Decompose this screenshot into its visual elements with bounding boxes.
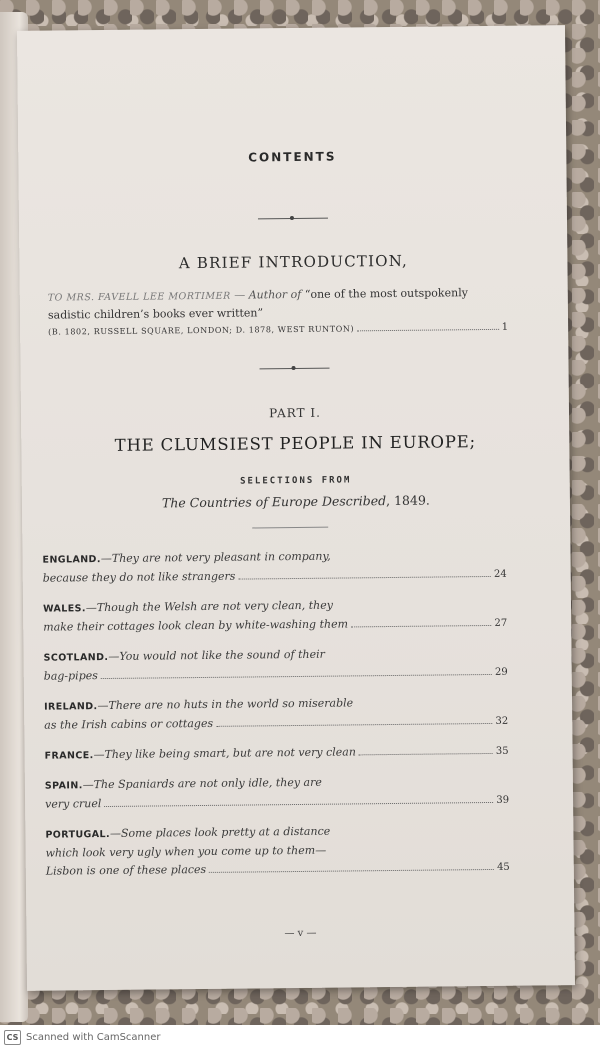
dot-leader [359, 752, 493, 755]
entry-text: because they do not like strangers [42, 569, 236, 585]
camscanner-logo-icon: CS [4, 1030, 21, 1045]
part-title: THE CLUMSIEST PEOPLE IN EUROPE; [114, 432, 477, 455]
country-label: IRELAND. [44, 701, 98, 713]
entry-text: There are no huts in the world so miserable [108, 696, 354, 712]
dot-leader [104, 801, 493, 807]
page-number: 27 [494, 617, 508, 629]
entry-text: as the Irish cabins or cottages [44, 716, 214, 732]
page-number: 32 [495, 715, 509, 727]
source-citation [22, 491, 570, 512]
country-label: ENGLAND. [42, 554, 101, 566]
page-number: 29 [494, 666, 508, 678]
country-label: SPAIN. [44, 780, 83, 792]
dot-leader [238, 575, 491, 580]
page-number: 39 [496, 794, 510, 806]
part-label: PART I. [269, 405, 321, 421]
page-title: CONTENTS [248, 149, 337, 165]
dot-leader [357, 328, 499, 331]
intro-heading: A BRIEF INTRODUCTION, [178, 251, 409, 273]
entry-text: Though the Welsh are not very clean, they [96, 598, 334, 615]
dedication: TO MRS. FAVELL LEE MORTIMER [47, 290, 231, 304]
source-title: The Countries of Europe Described [161, 493, 387, 511]
entry-dash: — [108, 649, 120, 663]
page-number: 45 [496, 861, 510, 873]
source-year: , 1849. [386, 492, 430, 509]
entry-dash: — [100, 551, 112, 566]
entry-dash: — [85, 601, 97, 615]
entry-text: which look very ugly when you come up to them— [45, 843, 327, 860]
list-item [44, 742, 508, 766]
country-label: FRANCE. [44, 750, 94, 762]
country-label: WALES. [42, 603, 86, 615]
entry-text: Lisbon is one of these places [45, 862, 207, 878]
page-number: 1 [501, 321, 509, 333]
dedication-separator: — [234, 288, 246, 302]
folio-page-number: — v — [284, 927, 317, 940]
list-item [42, 546, 506, 589]
dot-leader [209, 868, 494, 873]
author-label: Author of [248, 287, 302, 302]
page-number: 24 [493, 568, 507, 580]
entry-text: make their cottages look clean by white-washing them [43, 617, 349, 634]
entry-dash: — [93, 748, 105, 762]
entry-dash: — [82, 778, 94, 792]
book-page [17, 25, 575, 991]
dot-leader [216, 722, 492, 727]
page-number: 35 [495, 745, 509, 757]
ornamental-rule [260, 368, 330, 370]
entry-text: very cruel [45, 797, 102, 811]
entry-text: The Spaniards are not only idle, they are [93, 775, 322, 792]
scanner-watermark-bar [0, 1025, 600, 1049]
country-label: PORTUGAL. [45, 828, 111, 841]
list-item [44, 693, 508, 736]
intro-entry [48, 284, 509, 341]
divider [252, 527, 328, 529]
entry-text: They are not very pleasant in company, [111, 549, 331, 565]
list-item [43, 595, 507, 638]
entry-dash: — [109, 826, 122, 840]
selections-label: SELECTIONS FROM [240, 475, 352, 487]
dot-leader [101, 673, 492, 679]
list-item [45, 821, 510, 882]
intro-quote: “one of the most outspokenly sadistic children’s books ever written” [47, 286, 468, 322]
dot-leader [351, 624, 491, 627]
entry-dash: — [97, 698, 109, 713]
ornamental-rule [258, 218, 328, 220]
country-label: SCOTLAND. [43, 651, 109, 664]
list-item [43, 644, 507, 687]
watermark-text: Scanned with CamScanner [26, 1031, 161, 1043]
list-item [45, 772, 509, 815]
intro-dates: (B. 1802, RUSSELL SQUARE, LONDON; D. 1878, WEST RUNTON) [48, 324, 355, 337]
entry-text: You would not like the sound of their [119, 647, 325, 663]
contents-list [42, 546, 510, 893]
entry-text: Some places look pretty at a distance [120, 824, 331, 840]
entry-text: bag-pipes [43, 669, 98, 683]
entry-text: They like being smart, but are not very clean [104, 745, 356, 762]
